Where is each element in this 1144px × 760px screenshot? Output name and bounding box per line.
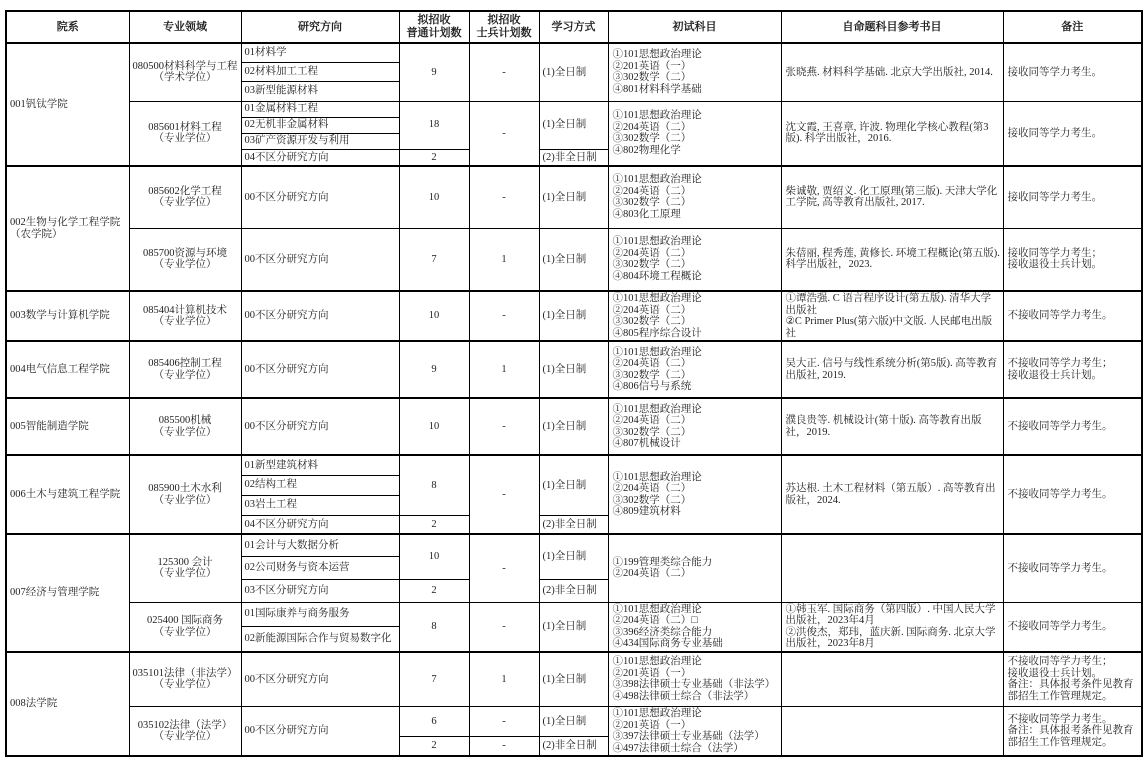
cell-soldier-plan-count: -	[469, 101, 539, 166]
admissions-table-wrapper	[5, 10, 1144, 757]
column-header-major-field: 专业领域	[129, 11, 241, 43]
table-row	[6, 534, 1142, 556]
cell-regular-plan-count: 9	[399, 43, 469, 101]
cell-research-direction: 02公司财务与资本运营	[241, 556, 399, 579]
cell-soldier-plan-count: -	[469, 43, 539, 101]
cell-remarks: 不接收同等学力考生。	[1003, 455, 1142, 534]
cell-regular-plan-count: 6	[399, 707, 469, 737]
cell-soldier-plan-count: -	[469, 166, 539, 228]
cell-research-direction: 01会计与大数据分析	[241, 534, 399, 556]
cell-soldier-plan-count: -	[469, 291, 539, 341]
table-row	[6, 101, 1142, 117]
cell-major-field: 035101法律（非法学） （专业学位）	[129, 652, 241, 707]
cell-regular-plan-count: 10	[399, 166, 469, 228]
cell-exam-subjects: ①101思想政治理论 ②204英语（二） ③302数学（二） ④803化工原理	[608, 166, 781, 228]
cell-regular-plan-count: 9	[399, 341, 469, 398]
cell-research-direction: 03新型能源材料	[241, 81, 399, 101]
cell-research-direction: 00不区分研究方向	[241, 398, 399, 455]
table-row	[6, 455, 1142, 475]
cell-reference-books: 濮良贵等. 机械设计(第十版). 高等教育出版社，2019.	[781, 398, 1003, 455]
cell-reference-books: ①谭浩强. C 语言程序设计(第五版). 清华大学出版社 ②C Primer Plus(第六版)中文版. 人民邮电出版社	[781, 291, 1003, 341]
table-row	[6, 707, 1142, 737]
cell-research-direction: 00不区分研究方向	[241, 228, 399, 291]
cell-major-field: 085700资源与环境 （专业学位）	[129, 228, 241, 291]
table-row	[6, 43, 1142, 62]
cell-reference-books: ①韩玉军. 国际商务（第四版）. 中国人民大学出版社，2023年4月 ②洪俊杰，郑玮，蓝庆新. 国际商务. 北京大学出版社，2023年8月	[781, 602, 1003, 652]
cell-study-mode: (1)全日制	[539, 166, 608, 228]
cell-exam-subjects: ①101思想政治理论 ②201英语（一） ③398法律硕士专业基础（非法学） ④498法律硕士综合（非法学）	[608, 652, 781, 707]
cell-reference-books: 朱蓓丽, 程秀莲, 黄修长. 环境工程概论(第五版). 科学出版社，2023.	[781, 228, 1003, 291]
cell-exam-subjects: ①101思想政治理论 ②201英语（一） ③397法律硕士专业基础（法学） ④497法律硕士综合（法学）	[608, 707, 781, 757]
cell-research-direction: 02结构工程	[241, 475, 399, 495]
cell-department: 005智能制造学院	[6, 398, 129, 455]
cell-research-direction: 03不区分研究方向	[241, 579, 399, 602]
cell-regular-plan-count: 2	[399, 149, 469, 166]
cell-study-mode: (1)全日制	[539, 534, 608, 579]
cell-major-field: 085601材料工程 （专业学位）	[129, 101, 241, 166]
cell-exam-subjects: ①101思想政治理论 ②204英语（二） ③302数学（二） ④804环境工程概论	[608, 228, 781, 291]
cell-major-field: 085900土木水利 （专业学位）	[129, 455, 241, 534]
cell-remarks: 不接收同等学力考生。	[1003, 398, 1142, 455]
cell-reference-books	[781, 707, 1003, 757]
cell-soldier-plan-count: 1	[469, 341, 539, 398]
cell-soldier-plan-count: -	[469, 602, 539, 652]
cell-major-field: 085404计算机技术 （专业学位）	[129, 291, 241, 341]
cell-study-mode: (2)非全日制	[539, 737, 608, 756]
cell-reference-books: 柴诚敬, 贾绍义. 化工原理(第三版). 天津大学化工学院, 高等教育出版社, 2017.	[781, 166, 1003, 228]
cell-reference-books	[781, 534, 1003, 602]
cell-remarks: 接收同等学力考生。	[1003, 166, 1142, 228]
table-row	[6, 398, 1142, 455]
cell-soldier-plan-count: -	[469, 707, 539, 737]
cell-study-mode: (1)全日制	[539, 455, 608, 515]
cell-regular-plan-count: 8	[399, 455, 469, 515]
column-header-soldier-plan-count: 拟招收 士兵计划数	[469, 11, 539, 43]
cell-research-direction: 01金属材料工程	[241, 101, 399, 117]
cell-soldier-plan-count: -	[469, 398, 539, 455]
cell-remarks: 不接收同等学力考生。	[1003, 534, 1142, 602]
cell-research-direction: 01材料学	[241, 43, 399, 62]
table-header-row	[6, 11, 1142, 43]
cell-soldier-plan-count: 1	[469, 228, 539, 291]
cell-department: 003数学与计算机学院	[6, 291, 129, 341]
cell-study-mode: (1)全日制	[539, 43, 608, 101]
cell-soldier-plan-count: -	[469, 534, 539, 602]
cell-exam-subjects: ①101思想政治理论 ②201英语（一） ③302数学（二） ④801材料科学基础	[608, 43, 781, 101]
cell-research-direction: 00不区分研究方向	[241, 341, 399, 398]
cell-regular-plan-count: 7	[399, 228, 469, 291]
table-row	[6, 291, 1142, 341]
cell-exam-subjects: ①101思想政治理论 ②204英语（二） ③302数学（二） ④806信号与系统	[608, 341, 781, 398]
cell-research-direction: 02无机非金属材料	[241, 117, 399, 133]
cell-department: 006土木与建筑工程学院	[6, 455, 129, 534]
cell-study-mode: (1)全日制	[539, 341, 608, 398]
cell-department: 004电气信息工程学院	[6, 341, 129, 398]
cell-regular-plan-count: 10	[399, 291, 469, 341]
cell-study-mode: (1)全日制	[539, 652, 608, 707]
cell-study-mode: (1)全日制	[539, 101, 608, 149]
cell-regular-plan-count: 18	[399, 101, 469, 149]
cell-study-mode: (1)全日制	[539, 291, 608, 341]
cell-research-direction: 04不区分研究方向	[241, 515, 399, 534]
cell-exam-subjects: ①101思想政治理论 ②204英语（二） ③302数学（二） ④807机械设计	[608, 398, 781, 455]
cell-research-direction: 01新型建筑材料	[241, 455, 399, 475]
table-row	[6, 602, 1142, 626]
cell-regular-plan-count: 2	[399, 579, 469, 602]
cell-exam-subjects: ①101思想政治理论 ②204英语（二）□ ③396经济类综合能力 ④434国际商务专业基础	[608, 602, 781, 652]
cell-remarks: 不接收同等学力考生。	[1003, 602, 1142, 652]
cell-department: 007经济与管理学院	[6, 534, 129, 652]
cell-reference-books: 吴大正. 信号与线性系统分析(第5版). 高等教育出版社, 2019.	[781, 341, 1003, 398]
cell-study-mode: (1)全日制	[539, 707, 608, 737]
cell-reference-books: 沈文霞, 王喜章, 许波. 物理化学核心教程(第3版). 科学出版社，2016.	[781, 101, 1003, 166]
cell-major-field: 085406控制工程 （专业学位）	[129, 341, 241, 398]
cell-soldier-plan-count: -	[469, 455, 539, 534]
cell-research-direction: 03矿产资源开发与利用	[241, 133, 399, 149]
cell-reference-books: 张晓燕. 材料科学基础. 北京大学出版社, 2014.	[781, 43, 1003, 101]
cell-research-direction: 00不区分研究方向	[241, 652, 399, 707]
cell-research-direction: 00不区分研究方向	[241, 291, 399, 341]
cell-department: 008法学院	[6, 652, 129, 757]
cell-department: 001钒钛学院	[6, 43, 129, 166]
cell-remarks: 不接收同等学力考生。 备注：具体报考条件见教育部招生工作管理规定。	[1003, 707, 1142, 757]
column-header-exam-subjects: 初试科目	[608, 11, 781, 43]
cell-reference-books: 苏达根. 土木工程材料（第五版）. 高等教育出版社，2024.	[781, 455, 1003, 534]
cell-soldier-plan-count: 1	[469, 652, 539, 707]
cell-study-mode: (1)全日制	[539, 602, 608, 652]
cell-research-direction: 00不区分研究方向	[241, 166, 399, 228]
cell-remarks: 接收同等学力考生； 接收退役士兵计划。	[1003, 228, 1142, 291]
cell-study-mode: (1)全日制	[539, 398, 608, 455]
cell-study-mode: (2)非全日制	[539, 579, 608, 602]
cell-major-field: 085602化学工程 （专业学位）	[129, 166, 241, 228]
cell-research-direction: 03岩土工程	[241, 495, 399, 515]
cell-remarks: 接收同等学力考生。	[1003, 43, 1142, 101]
column-header-regular-plan-count: 拟招收 普通计划数	[399, 11, 469, 43]
column-header-remarks: 备注	[1003, 11, 1142, 43]
cell-exam-subjects: ①199管理类综合能力 ②204英语（二）	[608, 534, 781, 602]
cell-regular-plan-count: 2	[399, 515, 469, 534]
cell-major-field: 080500材料科学与工程 （学术学位）	[129, 43, 241, 101]
table-row	[6, 341, 1142, 398]
cell-regular-plan-count: 7	[399, 652, 469, 707]
cell-research-direction: 04不区分研究方向	[241, 149, 399, 166]
cell-exam-subjects: ①101思想政治理论 ②204英语（二） ③302数学（二） ④809建筑材料	[608, 455, 781, 534]
cell-major-field: 025400 国际商务 （专业学位）	[129, 602, 241, 652]
cell-research-direction: 02新能源国际合作与贸易数字化	[241, 626, 399, 651]
cell-regular-plan-count: 2	[399, 737, 469, 756]
cell-soldier-plan-count: -	[469, 737, 539, 756]
admissions-table	[5, 10, 1143, 757]
cell-remarks: 不接收同等学力考生。	[1003, 291, 1142, 341]
cell-research-direction: 00不区分研究方向	[241, 707, 399, 757]
cell-study-mode: (1)全日制	[539, 228, 608, 291]
column-header-reference-books: 自命题科目参考书目	[781, 11, 1003, 43]
cell-remarks: 接收同等学力考生。	[1003, 101, 1142, 166]
cell-major-field: 125300 会计 （专业学位）	[129, 534, 241, 602]
cell-department: 002生物与化学工程学院 （农学院）	[6, 166, 129, 291]
cell-remarks: 不接收同等学力考生； 接收退役士兵计划。 备注：具体报考条件见教育部招生工作管理规定。	[1003, 652, 1142, 707]
column-header-department: 院系	[6, 11, 129, 43]
cell-major-field: 085500机械 （专业学位）	[129, 398, 241, 455]
cell-regular-plan-count: 10	[399, 398, 469, 455]
cell-research-direction: 02材料加工工程	[241, 62, 399, 81]
table-row	[6, 166, 1142, 228]
table-row	[6, 652, 1142, 707]
cell-major-field: 035102法律（法学） （专业学位）	[129, 707, 241, 757]
cell-exam-subjects: ①101思想政治理论 ②204英语（二） ③302数学（二） ④805程序综合设计	[608, 291, 781, 341]
table-row	[6, 228, 1142, 291]
cell-research-direction: 01国际康养与商务服务	[241, 602, 399, 626]
cell-study-mode: (2)非全日制	[539, 149, 608, 166]
column-header-research-direction: 研究方向	[241, 11, 399, 43]
cell-study-mode: (2)非全日制	[539, 515, 608, 534]
column-header-study-mode: 学习方式	[539, 11, 608, 43]
cell-remarks: 不接收同等学力考生； 接收退役士兵计划。	[1003, 341, 1142, 398]
cell-reference-books	[781, 652, 1003, 707]
cell-regular-plan-count: 10	[399, 534, 469, 579]
cell-regular-plan-count: 8	[399, 602, 469, 652]
cell-exam-subjects: ①101思想政治理论 ②204英语（二） ③302数学（二） ④802物理化学	[608, 101, 781, 166]
